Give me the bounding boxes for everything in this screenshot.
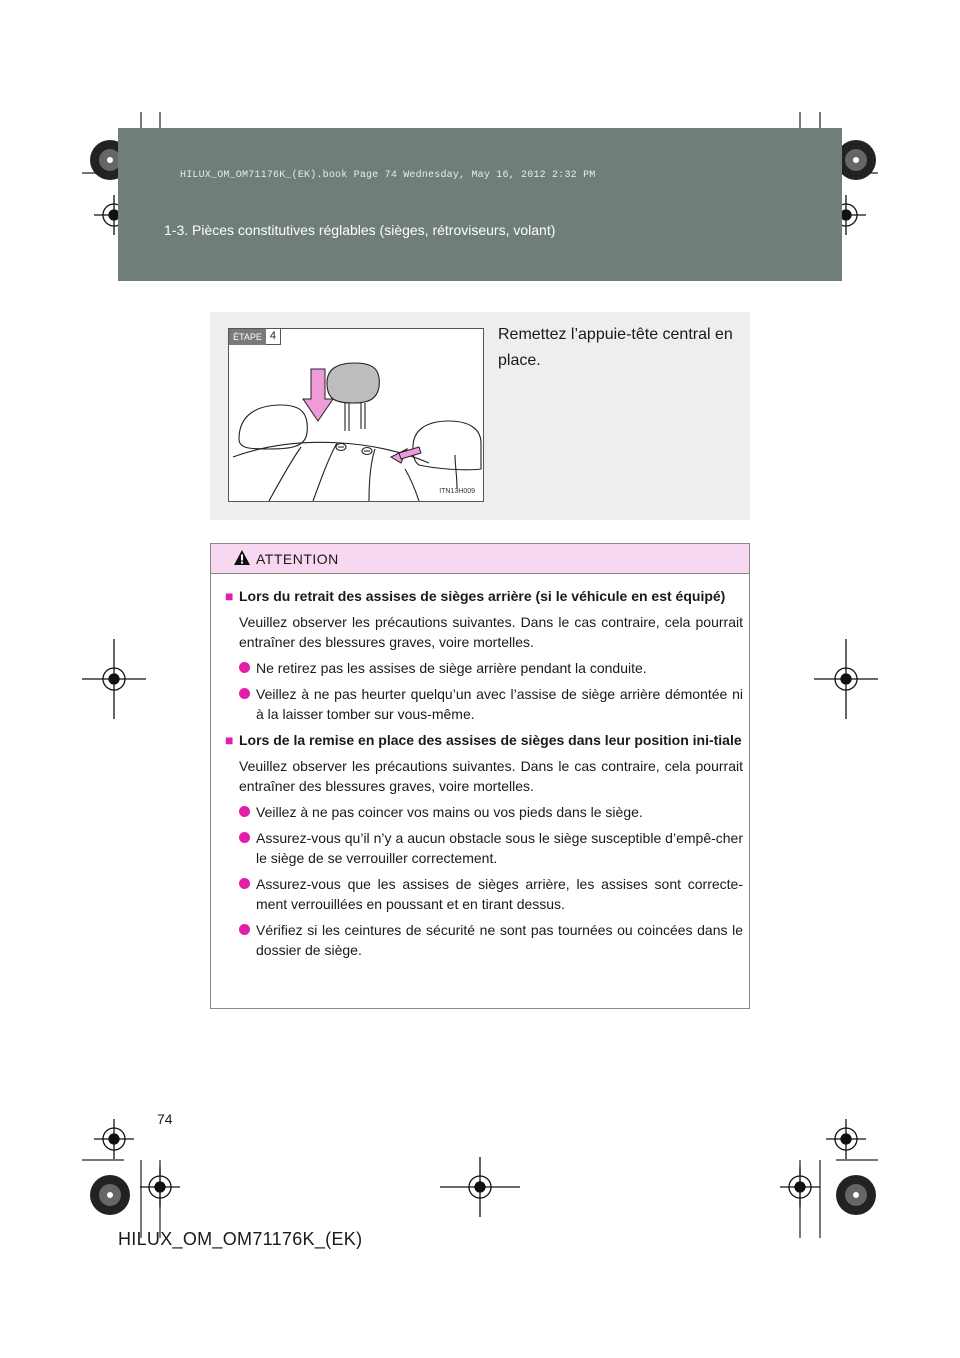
- attention-bullet: Veillez à ne pas coincer vos mains ou vos pieds dans le siège.: [239, 802, 743, 822]
- square-bullet-icon: ■: [225, 732, 234, 748]
- attention-intro: Veuillez observer les précautions suivantes. Dans le cas contraire, cela pourrait entraîner des blessures graves, voire mortelles.: [239, 614, 743, 650]
- attention-section-heading: ■ Lors de la remise en place des assises de sièges dans leur position ini-tiale: [225, 732, 742, 748]
- attention-section-heading: ■ Lors du retrait des assises de sièges arrière (si le véhicule en est équipé): [225, 588, 726, 604]
- step-label: ÉTAPE: [229, 329, 266, 345]
- round-bullet-icon: [239, 924, 250, 935]
- step-illustration: [228, 328, 484, 502]
- attention-bullet: Assurez-vous qu’il n’y a aucun obstacle sous le siège susceptible d’empê-cher le siège de se verrouiller correctement.: [239, 828, 743, 868]
- attention-header: [211, 544, 749, 574]
- section-title: 1-3. Pièces constitutives réglables (sièges, rétroviseurs, volant): [164, 222, 556, 238]
- attention-title: ATTENTION: [256, 551, 339, 567]
- page-number: 74: [157, 1111, 173, 1127]
- document-code: HILUX_OM_OM71176K_(EK): [118, 1229, 363, 1249]
- step-number: 4: [266, 329, 281, 345]
- round-bullet-icon: [239, 688, 250, 699]
- headrest-illustration: [229, 329, 483, 501]
- attention-bullet: Ne retirez pas les assises de siège arrière pendant la conduite.: [239, 658, 743, 678]
- step-instruction: Remettez l’appuie-tête central en place.: [498, 326, 733, 369]
- figure-code: ITN13H009: [439, 488, 475, 495]
- book-info-line: HILUX_OM_OM71176K_(EK).book Page 74 Wednesday, May 16, 2012 2:32 PM: [180, 170, 596, 181]
- round-bullet-icon: [239, 806, 250, 817]
- attention-box: [210, 543, 750, 1009]
- attention-body: [225, 586, 743, 960]
- attention-bullet: Vérifiez si les ceintures de sécurité ne sont pas tournées ou coincées dans le dossier de siège.: [239, 920, 743, 960]
- attention-bullet: Veillez à ne pas heurter quelqu’un avec l’assise de siège arrière démontée ni à la laisser tomber sur vous-même.: [239, 684, 743, 724]
- header-band: [118, 128, 842, 281]
- attention-intro: Veuillez observer les précautions suivantes. Dans le cas contraire, cela pourrait entraîner des blessures graves, voire mortelles.: [239, 758, 743, 794]
- warning-icon: [233, 549, 251, 566]
- round-bullet-icon: [239, 878, 250, 889]
- square-bullet-icon: ■: [225, 588, 234, 604]
- attention-bullet: Assurez-vous que les assises de sièges arrière, les assises sont correcte-ment verrouillées en poussant et en tirant dessus.: [239, 874, 743, 914]
- round-bullet-icon: [239, 662, 250, 673]
- round-bullet-icon: [239, 832, 250, 843]
